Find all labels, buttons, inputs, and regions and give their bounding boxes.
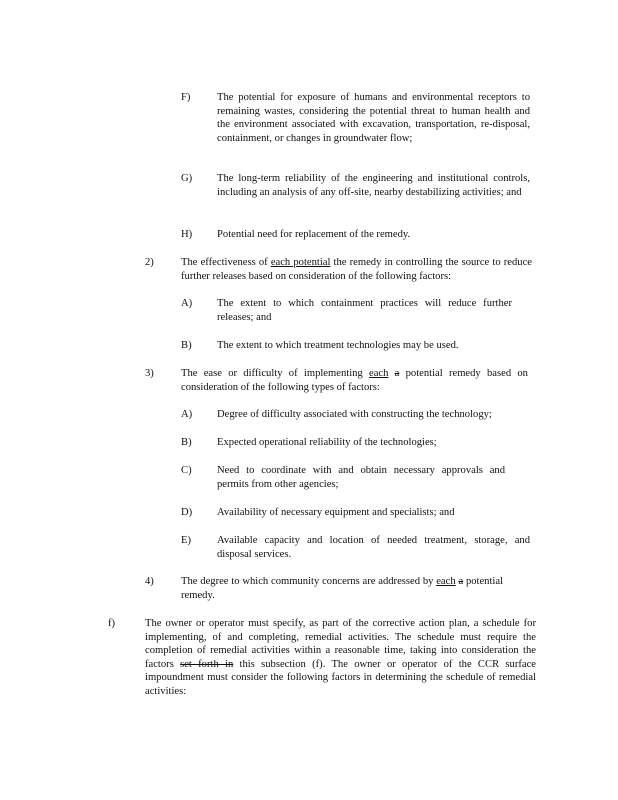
item-F-text: The potential for exposure of humans and environmental receptors to remaining wastes, considering the potential threat to human health and the environment associated with excavation, transportation, re-disposal, containment, or changes in groundwater flow; xyxy=(217,92,530,144)
item-H-text: Potential need for replacement of the remedy. xyxy=(217,229,411,240)
item-F-label: F) xyxy=(181,92,191,103)
deleted-text: a xyxy=(458,576,464,587)
item-3A-text: Degree of difficulty associated with constructing the technology; xyxy=(217,409,492,420)
item-f-label: f) xyxy=(108,618,116,629)
item-3A-label: A) xyxy=(181,409,193,420)
item-H-label: H) xyxy=(181,229,193,240)
item-4-label: 4) xyxy=(145,576,154,587)
item-3E-label: E) xyxy=(181,535,191,546)
item-3D-text: Availability of necessary equipment and specialists; and xyxy=(217,507,455,518)
item-G-text: The long-term reliability of the engineering and institutional controls, including an analysis of any off-site, nearby destabilizing activities; and xyxy=(217,173,530,198)
item-3-text: The ease or difficulty of implementing each a potential remedy based on consideration of the following types of factors: xyxy=(181,368,528,393)
item-4-text: The degree to which community concerns are addressed by each a potential remedy. xyxy=(181,576,504,601)
inserted-text: each xyxy=(369,368,389,379)
item-3D-label: D) xyxy=(181,507,193,518)
item-2B-label: B) xyxy=(181,340,192,351)
item-2-text: The effectiveness of each potential the remedy in controlling the source to reduce further releases based on consideration of the following factors: xyxy=(181,257,532,282)
inserted-text: each potential xyxy=(270,257,331,268)
item-3B-text: Expected operational reliability of the technologies; xyxy=(217,437,437,448)
item-2A-label: A) xyxy=(181,298,193,309)
deleted-text: set forth in xyxy=(180,658,234,670)
item-3-label: 3) xyxy=(145,368,154,379)
item-3C-label: C) xyxy=(181,465,192,476)
item-2A-text: The extent to which containment practices will reduce further releases; and xyxy=(217,298,512,323)
item-2B-text: The extent to which treatment technologies may be used. xyxy=(217,340,459,351)
item-3B-label: B) xyxy=(181,437,192,448)
item-f-text: The owner or operator must specify, as part of the corrective action plan, a schedule for implementing, of and completing, remedial activities. The schedule must require the completion of remedial activities within a reasonable time, taking into consideration the factors set forth in this subsection (f). The owner or operator of the CCR surface impoundment must consider the following factors in determining the schedule of remedial activities: xyxy=(145,618,536,697)
item-G-label: G) xyxy=(181,173,193,184)
item-2-label: 2) xyxy=(145,257,154,268)
inserted-text: each xyxy=(436,576,456,587)
item-3C-text: Need to coordinate with and obtain necessary approvals and permits from other agencies; xyxy=(217,465,505,490)
item-3E-text: Available capacity and location of needed treatment, storage, and disposal services. xyxy=(217,535,530,560)
deleted-text: a xyxy=(394,368,400,379)
